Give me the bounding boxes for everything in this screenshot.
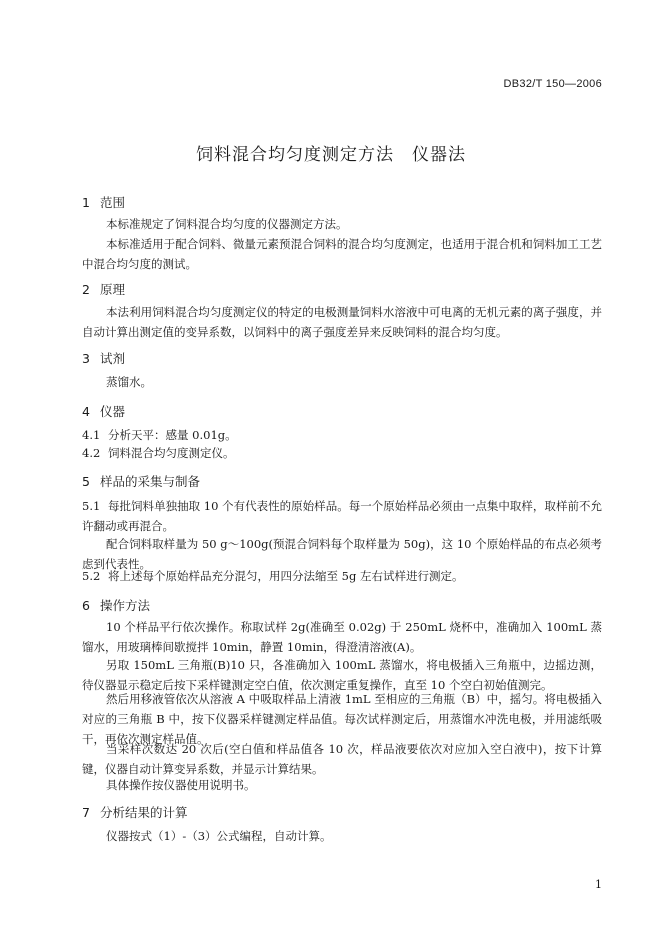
section-6-paragraph-3: 然后用移液管依次从溶液 A 中吸取样品上清液 1mL 至相应的三角瓶（B）中，摇匀。将电极插入对应的三角瓶 B 中，按下仪器采样键测定样品值。每次试样测定后，用蒸馏水冲洗电极，并用滤纸吸干，再依次测定样品值。 bbox=[82, 692, 602, 746]
section-number: 2 bbox=[82, 282, 90, 297]
standard-code: DB32/T 150—2006 bbox=[503, 78, 602, 90]
section-7-paragraph-1: 仪器按式（1）-（3）公式编程，自动计算。 bbox=[106, 829, 332, 843]
item-5-1 bbox=[82, 496, 602, 536]
item-number: 4.2 bbox=[82, 446, 101, 460]
section-number: 6 bbox=[82, 598, 90, 613]
section-number: 4 bbox=[82, 404, 90, 419]
section-number: 5 bbox=[82, 474, 90, 489]
section-6-heading bbox=[82, 596, 150, 614]
section-title: 操作方法 bbox=[100, 598, 151, 613]
document-title: 饲料混合均匀度测定方法 仪器法 bbox=[196, 145, 466, 165]
section-5-heading bbox=[82, 472, 200, 490]
section-5-paragraph-2: 配合饲料取样量为 50 g～100g(预混合饲料每个取样量为 50g)，这 10 个原始样品的布点必须考虑到代表性。 bbox=[82, 537, 602, 571]
item-text: 每批饲料单独抽取 10 个有代表性的原始样品。每一个原始样品必须由一点集中取样，取样前不允许翻动或再混合。 bbox=[82, 499, 602, 533]
section-1-paragraph-1: 本标准规定了饲料混合均匀度的仪器测定方法。 bbox=[106, 217, 348, 231]
section-3-heading bbox=[82, 349, 125, 367]
item-4-2 bbox=[82, 443, 602, 463]
item-text: 饲料混合均匀度测定仪。 bbox=[108, 446, 235, 460]
item-text: 分析天平：感量 0.01g。 bbox=[108, 428, 237, 442]
section-6-paragraph-5: 具体操作按仪器使用说明书。 bbox=[106, 778, 256, 792]
item-number: 5.1 bbox=[82, 499, 101, 513]
section-3-paragraph-1: 蒸馏水。 bbox=[106, 375, 152, 389]
section-6-paragraph-1: 10 个样品平行依次操作。称取试样 2g(准确至 0.02g) 于 250mL 烧杯中，准确加入 100mL 蒸馏水，用玻璃棒间歇搅拌 10min，静置 10min，得澄清溶液(A)。 bbox=[82, 620, 602, 654]
section-title: 仪器 bbox=[100, 404, 126, 419]
section-2-heading bbox=[82, 280, 125, 298]
item-number: 4.1 bbox=[82, 428, 101, 442]
section-number: 1 bbox=[82, 195, 90, 210]
section-4-heading bbox=[82, 402, 125, 420]
item-5-2 bbox=[82, 566, 602, 586]
section-title: 样品的采集与制备 bbox=[100, 474, 201, 489]
section-2-paragraph-1: 本法利用饲料混合均匀度测定仪的特定的电极测量饲料水溶液中可电离的无机元素的离子强度，并自动计算出测定值的变异系数，以饲料中的离子强度差异来反映饲料的混合均匀度。 bbox=[82, 305, 602, 339]
section-title: 范围 bbox=[100, 195, 126, 210]
section-number: 7 bbox=[82, 805, 90, 820]
section-6-paragraph-4: 当采样次数达 20 次后(空白值和样品值各 10 次，样品液要依次对应加入空白液中)，按下计算键，仪器自动计算变异系数，并显示计算结果。 bbox=[82, 742, 602, 776]
section-title: 原理 bbox=[100, 282, 126, 297]
section-title: 试剂 bbox=[100, 351, 126, 366]
item-number: 5.2 bbox=[82, 569, 101, 583]
section-7-heading bbox=[82, 803, 188, 821]
section-title: 分析结果的计算 bbox=[100, 805, 188, 820]
section-6-paragraph-2: 另取 150mL 三角瓶(B)10 只，各准确加入 100mL 蒸馏水，将电极插入三角瓶中，边摇边测，待仪器显示稳定后按下采样键测定空白值，依次测定重复操作，直至 10 个空白初始值测完。 bbox=[82, 658, 602, 692]
section-number: 3 bbox=[82, 351, 90, 366]
item-text: 将上述每个原始样品充分混匀，用四分法缩至 5g 左右试样进行测定。 bbox=[108, 569, 464, 583]
item-4-1 bbox=[82, 425, 602, 445]
section-1-heading bbox=[82, 193, 125, 211]
page-number: 1 bbox=[595, 878, 602, 891]
section-1-paragraph-2: 本标准适用于配合饲料、微量元素预混合饲料的混合均匀度测定，也适用于混合机和饲料加工工艺中混合均匀度的测试。 bbox=[82, 237, 602, 271]
